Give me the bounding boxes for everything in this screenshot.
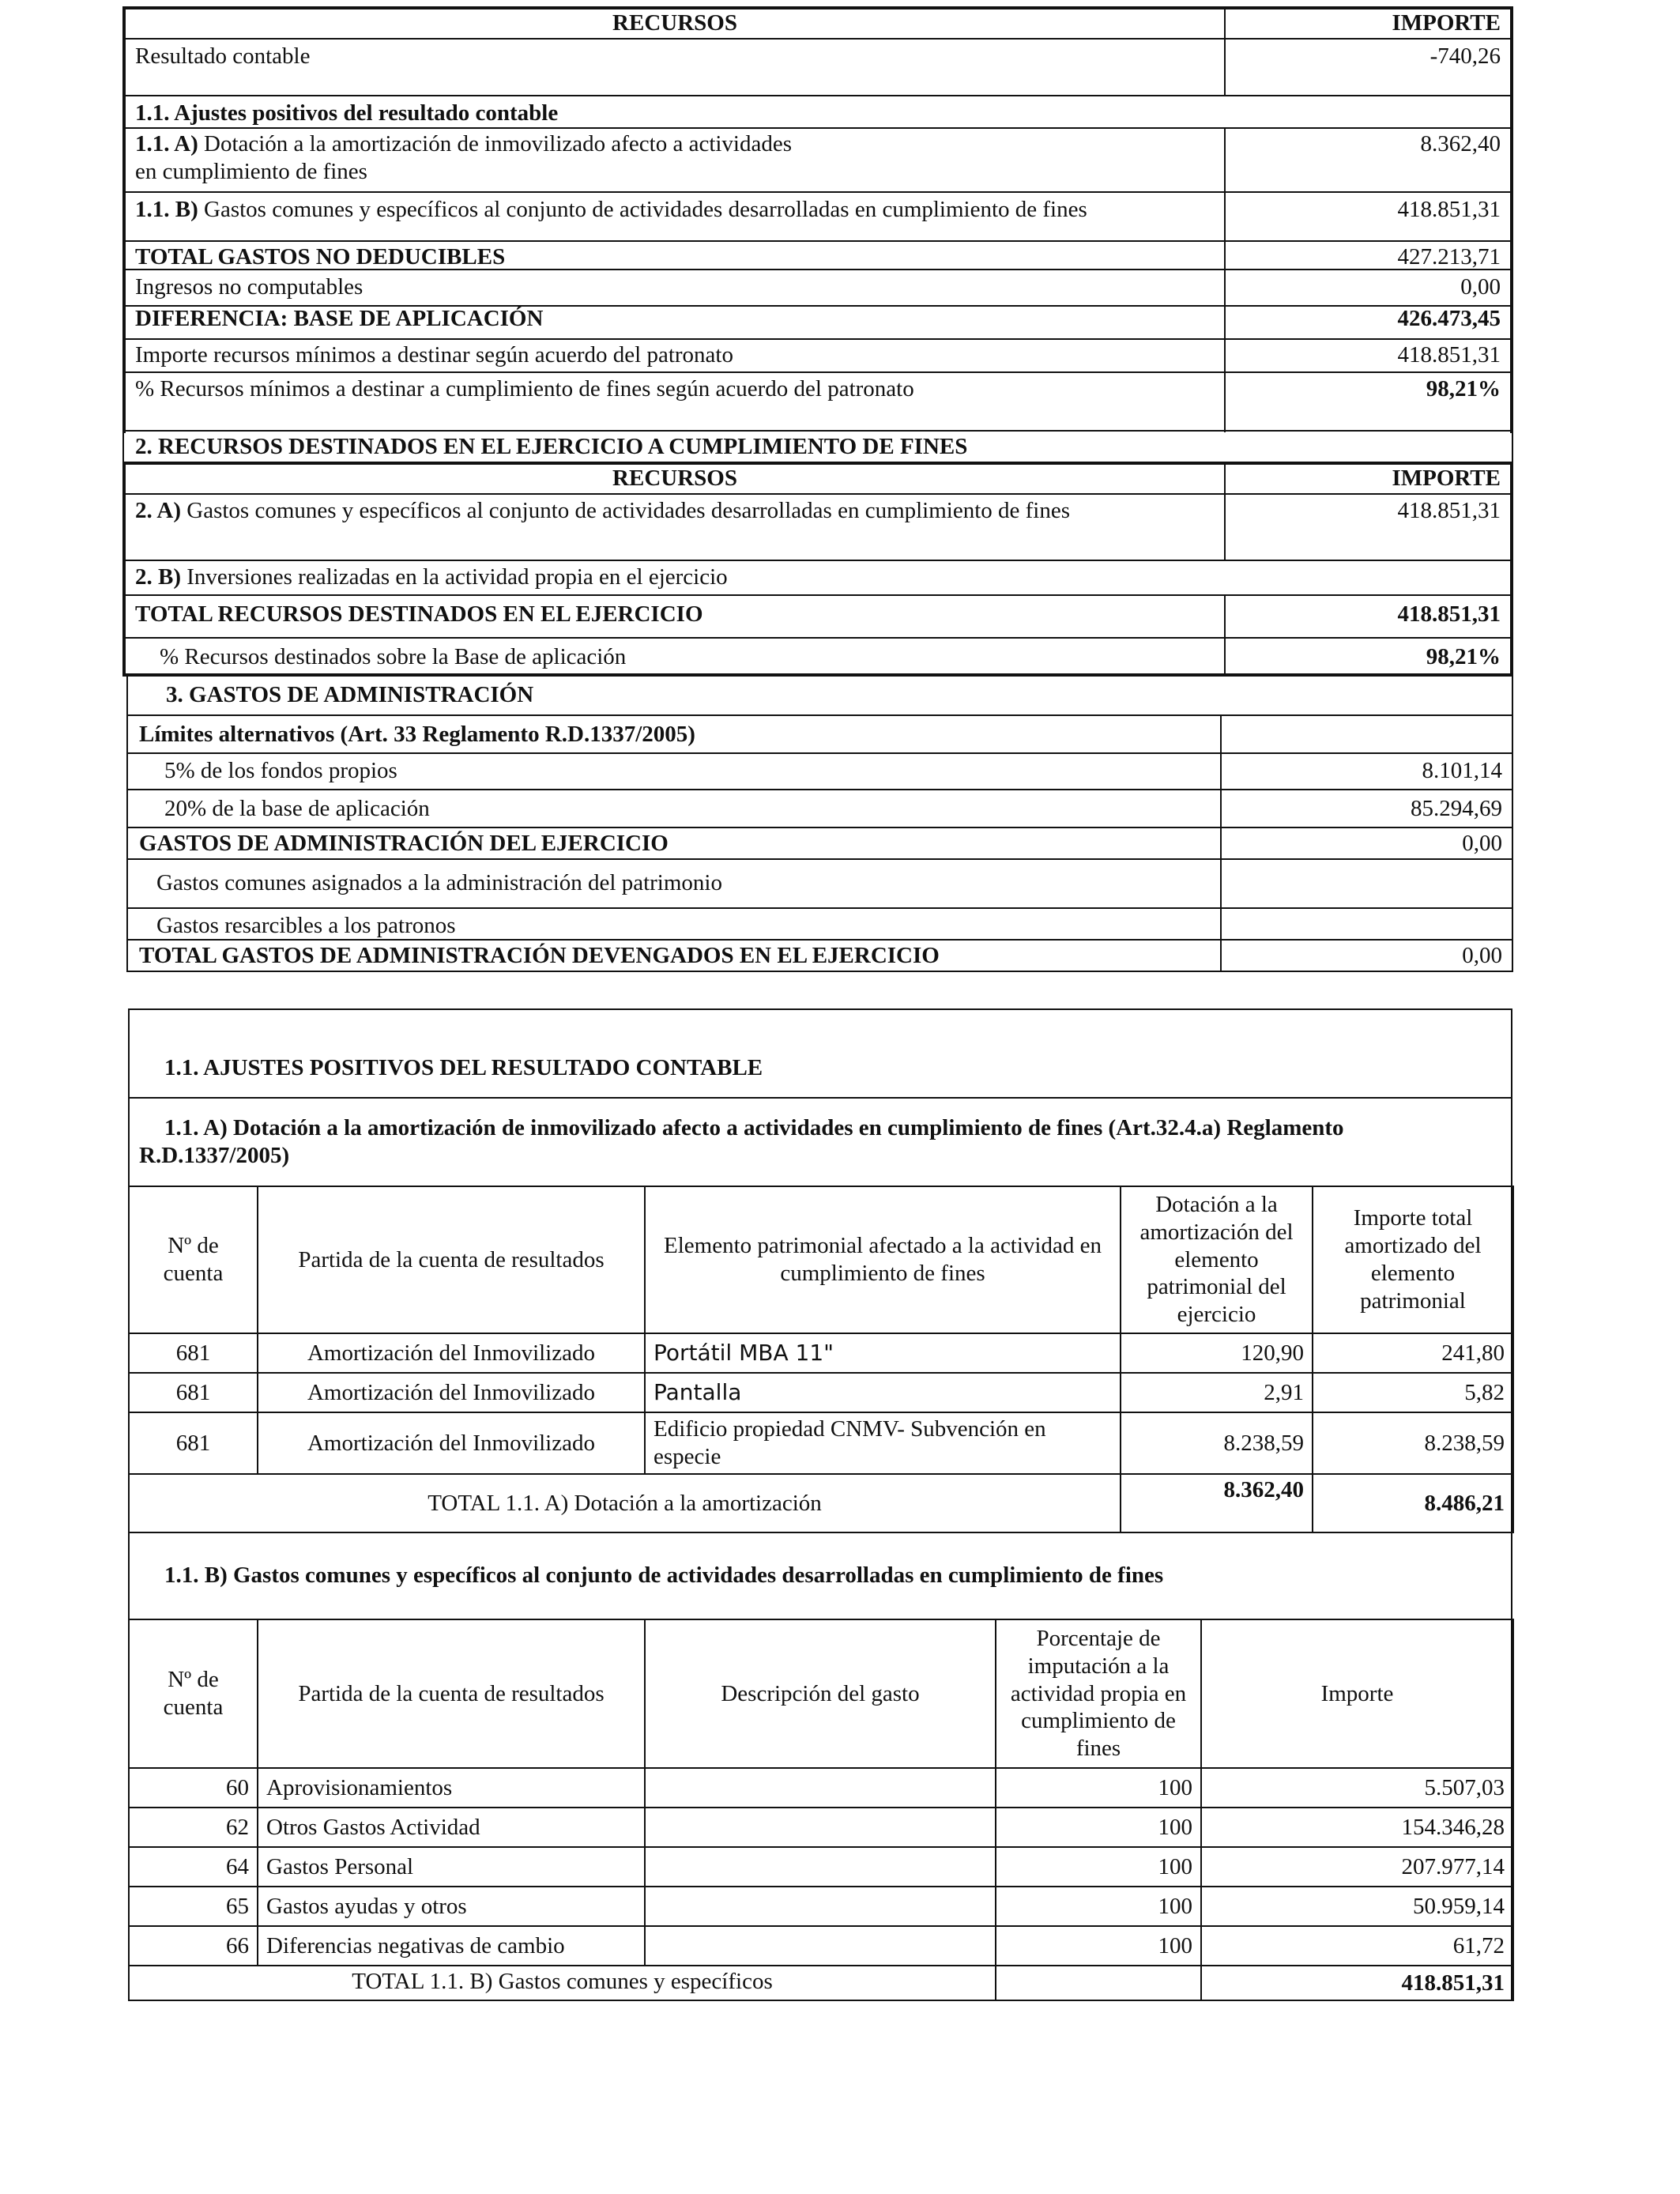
partida-cell: Gastos ayudas y otros — [258, 1887, 645, 1926]
section2-gastos-label: 2. A) Gastos comunes y específicos al conjunto de actividades desarrolladas en cumplimiento de fines — [135, 498, 1071, 523]
ingresos-no-computables-value: 0,00 — [1460, 274, 1501, 300]
cuenta-cell: 64 — [129, 1847, 258, 1887]
header-partida: Partida de la cuenta de resultados — [258, 1619, 645, 1768]
total-recursos-destinados-label: TOTAL RECURSOS DESTINADOS EN EL EJERCICIO — [135, 601, 703, 627]
partida-cell: Amortización del Inmovilizado — [258, 1412, 645, 1474]
cuenta-cell: 681 — [129, 1412, 258, 1474]
section2-title: 2. RECURSOS DESTINADOS EN EL EJERCICIO A CUMPLIMIENTO DE FINES — [135, 434, 968, 459]
cuenta-cell: 60 — [129, 1768, 258, 1808]
header-cuenta: Nº de cuenta — [129, 1186, 258, 1333]
table-row — [129, 1412, 1513, 1474]
gastos-total-importe: 418.851,31 — [1201, 1966, 1513, 2000]
gastos-comunes-label: 1.1. B) Gastos comunes y específicos al conjunto de actividades desarrolladas en cumplimiento de fines — [135, 197, 1087, 222]
section2-header-recursos: RECURSOS — [612, 466, 737, 491]
dotacion-amortizacion-value: 8.362,40 — [1420, 131, 1501, 156]
importe-cell: 5.507,03 — [1201, 1768, 1513, 1808]
descripcion-cell — [645, 1847, 996, 1887]
importe-cell: 61,72 — [1201, 1926, 1513, 1966]
descripcion-cell — [645, 1926, 996, 1966]
section2-inversiones-label: 2. B) Inversiones realizadas en la actividad propia en el ejercicio — [135, 564, 728, 590]
partida-cell: Gastos Personal — [258, 1847, 645, 1887]
ajustes-title: 1.1. AJUSTES POSITIVOS DEL RESULTADO CONTABLE — [164, 1055, 763, 1080]
amortizacion-table — [128, 1186, 1514, 1533]
dotacion-amortizacion-label: 1.1. A) Dotación a la amortización de inmovilizado afecto a actividades en cumplimiento de fines — [135, 131, 793, 184]
porcentaje-cell: 100 — [996, 1847, 1201, 1887]
base-aplicacion-label: DIFERENCIA: BASE DE APLICACIÓN — [135, 306, 544, 331]
ajustes-positivos-title: 1.1. Ajustes positivos del resultado contable — [135, 100, 559, 126]
gastos-comunes-patrimonio-label: Gastos comunes asignados a la administración del patrimonio — [156, 870, 722, 895]
partida-cell: Amortización del Inmovilizado — [258, 1333, 645, 1373]
ajustes-b-title: 1.1. B) Gastos comunes y específicos al conjunto de actividades desarrolladas en cumplimiento de fines — [164, 1563, 1164, 1588]
table-row — [129, 1333, 1513, 1373]
cuenta-cell: 65 — [129, 1887, 258, 1926]
base-aplicacion-value: 426.473,45 — [1397, 306, 1501, 331]
section2-gastos-value: 418.851,31 — [1397, 498, 1501, 523]
header-importe: IMPORTE — [1392, 10, 1501, 36]
partida-cell: Diferencias negativas de cambio — [258, 1926, 645, 1966]
porcentaje-cell: 100 — [996, 1808, 1201, 1847]
header-recursos: RECURSOS — [612, 10, 737, 36]
dotacion-cell: 8.238,59 — [1121, 1412, 1313, 1474]
cuenta-cell: 62 — [129, 1808, 258, 1847]
importe-cell: 207.977,14 — [1201, 1847, 1513, 1887]
header-partida: Partida de la cuenta de resultados — [258, 1186, 645, 1333]
table-row — [129, 1373, 1513, 1412]
importe-minimos-label: Importe recursos mínimos a destinar según acuerdo del patronato — [135, 342, 733, 368]
pct-destinados-label: % Recursos destinados sobre la Base de aplicación — [160, 644, 627, 669]
partida-cell: Aprovisionamientos — [258, 1768, 645, 1808]
gastos-header-row — [129, 1619, 1513, 1768]
elemento-cell: Portátil MBA 11" — [645, 1333, 1121, 1373]
table-row — [129, 1768, 1513, 1808]
total-cell: 241,80 — [1313, 1333, 1513, 1373]
fondos-propios-label: 5% de los fondos propios — [164, 758, 397, 783]
amortizacion-header-row — [129, 1186, 1513, 1333]
total-gastos-no-deducibles-label: TOTAL GASTOS NO DEDUCIBLES — [135, 244, 506, 270]
gastos-administracion-ejercicio-label: GASTOS DE ADMINISTRACIÓN DEL EJERCICIO — [139, 831, 669, 856]
dotacion-cell: 120,90 — [1121, 1333, 1313, 1373]
section3-title: 3. GASTOS DE ADMINISTRACIÓN — [166, 682, 534, 707]
gastos-comunes-table — [128, 1619, 1514, 2001]
total-cell: 5,82 — [1313, 1373, 1513, 1412]
descripcion-cell — [645, 1887, 996, 1926]
partida-cell: Amortización del Inmovilizado — [258, 1373, 645, 1412]
gastos-total-row — [129, 1966, 1513, 2000]
partida-cell: Otros Gastos Actividad — [258, 1808, 645, 1847]
resultado-contable-value: -740,26 — [1430, 43, 1501, 69]
header-dotacion: Dotación a la amortización del elemento patrimonial del ejercicio — [1121, 1186, 1313, 1333]
header-importe: Importe — [1201, 1619, 1513, 1768]
total-cell: 8.238,59 — [1313, 1412, 1513, 1474]
cuenta-cell: 681 — [129, 1373, 258, 1412]
amortizacion-total-dotacion: 8.362,40 — [1121, 1474, 1313, 1532]
porcentaje-cell: 100 — [996, 1768, 1201, 1808]
resultado-contable-label: Resultado contable — [135, 43, 311, 69]
importe-cell: 154.346,28 — [1201, 1808, 1513, 1847]
porcentaje-cell: 100 — [996, 1926, 1201, 1966]
limites-alternativos-label: Límites alternativos (Art. 33 Reglamento R.D.1337/2005) — [139, 722, 695, 747]
gastos-total-label: TOTAL 1.1. B) Gastos comunes y específicos — [129, 1966, 996, 2000]
importe-cell: 50.959,14 — [1201, 1887, 1513, 1926]
porcentaje-cell: 100 — [996, 1887, 1201, 1926]
gastos-total-empty — [996, 1966, 1201, 2000]
amortizacion-total-importe: 8.486,21 — [1313, 1474, 1513, 1532]
total-recursos-destinados-value: 418.851,31 — [1397, 601, 1501, 627]
header-importe-total: Importe total amortizado del elemento patrimonial — [1313, 1186, 1513, 1333]
dotacion-cell: 2,91 — [1121, 1373, 1313, 1412]
base-aplicacion-20-label: 20% de la base de aplicación — [164, 796, 430, 821]
amortizacion-total-row — [129, 1474, 1513, 1532]
pct-minimos-label: % Recursos mínimos a destinar a cumplimiento de fines según acuerdo del patronato — [135, 376, 914, 401]
header-descripcion: Descripción del gasto — [645, 1619, 996, 1768]
section2-header-importe: IMPORTE — [1392, 466, 1501, 491]
elemento-cell: Pantalla — [645, 1373, 1121, 1412]
gastos-administracion-ejercicio-value: 0,00 — [1462, 831, 1502, 856]
gastos-comunes-value: 418.851,31 — [1397, 197, 1501, 222]
ajustes-a-title: 1.1. A) Dotación a la amortización de inmovilizado afecto a actividades en cumplimiento de fines (Art.32.4.a) Reglamento R.D.1337/2005) — [139, 1115, 1344, 1168]
total-gastos-administracion-label: TOTAL GASTOS DE ADMINISTRACIÓN DEVENGADOS EN EL EJERCICIO — [139, 943, 940, 968]
importe-minimos-value: 418.851,31 — [1397, 342, 1501, 368]
total-gastos-no-deducibles-value: 427.213,71 — [1397, 244, 1501, 270]
header-porcentaje: Porcentaje de imputación a la actividad propia en cumplimiento de fines — [996, 1619, 1201, 1768]
total-gastos-administracion-value: 0,00 — [1462, 943, 1502, 968]
base-aplicacion-20-value: 85.294,69 — [1411, 796, 1502, 821]
amortizacion-total-label: TOTAL 1.1. A) Dotación a la amortización — [129, 1474, 1121, 1532]
table-row — [129, 1808, 1513, 1847]
cuenta-cell: 681 — [129, 1333, 258, 1373]
pct-minimos-value: 98,21% — [1426, 376, 1501, 401]
gastos-resarcibles-label: Gastos resarcibles a los patronos — [156, 913, 456, 938]
pct-destinados-value: 98,21% — [1426, 644, 1501, 669]
fondos-propios-value: 8.101,14 — [1422, 758, 1502, 783]
header-cuenta: Nº de cuenta — [129, 1619, 258, 1768]
table-row — [129, 1847, 1513, 1887]
table-row — [129, 1887, 1513, 1926]
elemento-cell: Edificio propiedad CNMV- Subvención en especie — [645, 1412, 1121, 1474]
descripcion-cell — [645, 1808, 996, 1847]
header-elemento: Elemento patrimonial afectado a la actividad en cumplimiento de fines — [645, 1186, 1121, 1333]
table-row — [129, 1926, 1513, 1966]
descripcion-cell — [645, 1768, 996, 1808]
ingresos-no-computables-label: Ingresos no computables — [135, 274, 363, 300]
cuenta-cell: 66 — [129, 1926, 258, 1966]
